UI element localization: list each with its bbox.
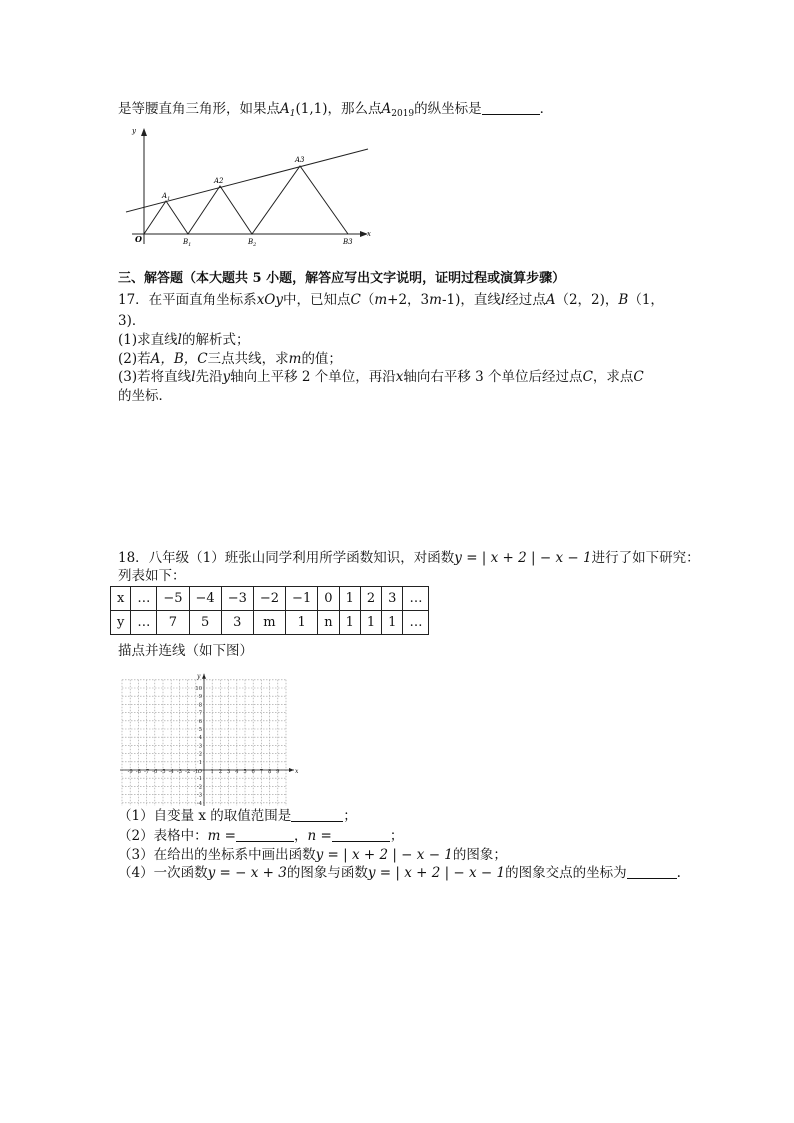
y-tick-label: 8: [198, 702, 202, 709]
fig-label-a2: A2: [214, 177, 224, 185]
table-cell: 1: [286, 611, 318, 635]
x-axis-label: x: [295, 768, 299, 775]
q18-line1: 18．八年级（1）班张山同学利用所学函数知识，对函数y = | x + 2 | − x − 1进行了如下研究：: [118, 550, 700, 566]
y-axis-arrow: [141, 128, 147, 136]
table-cell: y: [111, 611, 131, 635]
q17-part3: (3)若将直线l先沿y轴向上平移 2 个单位，再沿x轴向右平移 3 个单位后经过点C，求点C: [118, 369, 644, 385]
table-cell: …: [403, 587, 429, 611]
point-a2019-sub: 2019: [391, 109, 415, 119]
x-tick-label: 8: [267, 769, 272, 775]
fig-label-b1: $B_1$: [183, 238, 192, 248]
q18-sub2: （2）表格中：m = ，n = ；: [118, 828, 404, 844]
y-tick-label: -4: [196, 800, 202, 806]
fig-label-o: O: [135, 234, 142, 244]
x-tick-label: -9: [127, 769, 133, 775]
table-cell: 1: [339, 611, 360, 635]
y-tick-label: 6: [198, 718, 202, 725]
fig-label-b2: $B_2$: [248, 238, 257, 248]
table-cell: 1: [360, 611, 381, 635]
table-cell: …: [403, 611, 429, 635]
n-answer-blank[interactable]: [332, 828, 390, 842]
q18-sub4: （4）一次函数y = − x + 3的图象与函数y = | x + 2 | − x − 1的图象交点的坐标为 .: [118, 865, 681, 881]
x-tick-label: 4: [235, 769, 239, 775]
coordinate-grid: [116, 660, 300, 806]
origin-label: O: [197, 769, 202, 775]
table-cell: 3: [382, 587, 403, 611]
y-tick-label: 2: [198, 751, 202, 758]
y-axis-arrow: [202, 674, 206, 679]
x-tick-label: -4: [168, 769, 174, 775]
x-tick-label: -7: [144, 769, 150, 775]
table-cell: −1: [286, 587, 318, 611]
triangles-zigzag: [144, 166, 348, 234]
q17-line2: 3)．: [118, 313, 146, 329]
x-tick-label: 2: [218, 769, 223, 775]
section-heading: 三、解答题（本大题共 5 小题，解答应写出文字说明，证明过程或演算步骤）: [118, 271, 566, 286]
y-tick-label: -3: [196, 792, 202, 799]
y-tick-label: 1: [198, 759, 202, 766]
q16-figure: [118, 122, 378, 248]
y-tick-label: 4: [198, 735, 202, 742]
fig-label-x: x: [367, 230, 371, 238]
table-cell: 1: [339, 587, 360, 611]
table-cell: −5: [157, 587, 189, 611]
x-tick-label: 7: [259, 769, 264, 775]
x-tick-label: 5: [243, 769, 247, 775]
table-cell: …: [131, 611, 157, 635]
x-axis-arrow: [289, 768, 294, 772]
y-tick-label: 5: [198, 727, 202, 733]
value-table: [110, 586, 429, 635]
x-tick-label: -2: [185, 769, 191, 775]
intersection-answer-blank[interactable]: [627, 865, 677, 879]
table-cell: 7: [157, 611, 189, 635]
table-row-y: [111, 611, 429, 635]
y-tick-label: 10: [195, 686, 202, 692]
q16-text-b: ，那么点: [327, 101, 382, 117]
q18-list-label: 列表如下：: [118, 568, 186, 584]
x-tick-label: 3: [226, 769, 231, 775]
fig-label-y: y: [132, 127, 136, 135]
x-tick-label: 6: [251, 769, 255, 775]
table-cell: −2: [253, 587, 285, 611]
fig-label-b3: B3: [343, 238, 353, 246]
m-answer-blank[interactable]: [236, 828, 294, 842]
q18-sub1: （1）自变量 x 的取值范围是 ；: [118, 808, 357, 824]
q18-sub3: （3）在给出的坐标系中画出函数y = | x + 2 | − x − 1的图象；: [118, 847, 507, 863]
domain-answer-blank[interactable]: [291, 808, 343, 822]
point-a1-sub: 1: [289, 109, 296, 119]
q17-part3-end: 的坐标．: [118, 388, 172, 404]
q16-text-end: ．: [539, 101, 554, 117]
table-cell: 1: [382, 611, 403, 635]
table-cell: −3: [221, 587, 253, 611]
y-tick-label: 9: [198, 694, 202, 701]
y-tick-label: 3: [198, 743, 202, 750]
table-cell: x: [111, 587, 131, 611]
point-a2019-label: A: [381, 101, 392, 117]
fig-label-a1: $A_1$: [162, 192, 171, 202]
table-cell: 5: [189, 611, 221, 635]
q18-plot-label: 描点并连线（如下图）: [118, 643, 253, 659]
table-cell: 2: [360, 587, 381, 611]
q16-text-c: 的纵坐标是: [414, 101, 482, 117]
y-tick-label: -2: [196, 784, 202, 791]
table-row-x: [111, 587, 429, 611]
table-cell: −4: [189, 587, 221, 611]
point-a1-coord: (1,1): [295, 101, 328, 117]
table-cell: 3: [221, 611, 253, 635]
xoy-symbol: xOy: [256, 292, 283, 308]
x-tick-label: -3: [176, 769, 182, 775]
x-tick-label: 1: [210, 769, 214, 775]
q16-text-a: 是等腰直角三角形，如果点: [118, 101, 280, 117]
q17-line1: 17．在平面直角坐标系xOy中，已知点C（m+2，3m-1)，直线l经过点A（2，2)，B（1，: [118, 292, 664, 308]
q17-part2: (2)若A，B，C三点共线，求m的值；: [118, 351, 342, 367]
x-tick-label: -1: [193, 769, 199, 775]
q16-answer-blank[interactable]: [482, 101, 540, 115]
x-tick-label: -5: [160, 769, 166, 775]
table-cell: 0: [318, 587, 339, 611]
table-cell: m: [253, 611, 285, 635]
line-through-a: [126, 149, 368, 212]
y-tick-label: -1: [196, 776, 202, 783]
q18-function: y = | x + 2 | − x − 1: [454, 550, 592, 566]
x-tick-label: 9: [276, 769, 280, 775]
q16-text: [118, 100, 553, 123]
y-tick-label: 7: [198, 710, 202, 717]
table-cell: …: [131, 587, 157, 611]
point-a1-label: A: [280, 101, 290, 117]
fig-label-a3: A3: [295, 156, 305, 164]
table-cell: n: [318, 611, 339, 635]
q17-part1: (1)求直线l的解析式；: [118, 332, 250, 348]
x-tick-label: -8: [135, 769, 141, 775]
y-axis-label: y: [197, 672, 201, 680]
x-tick-label: -6: [152, 769, 158, 775]
